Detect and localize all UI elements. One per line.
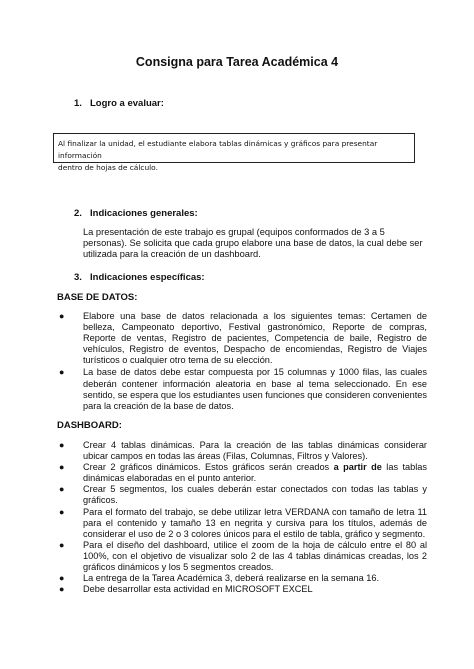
bullet-icon: ● <box>59 506 65 517</box>
section-3-heading <box>74 272 205 284</box>
list-item-text: La base de datos debe estar compuesta por 15 columnas y 1000 filas, las cuales deberán contener información aleatoria en base al tema seleccionado. En ese sentido, se espera que los estudiantes usen funciones que consideren convenientes para la creación de la base de datos. <box>83 367 427 411</box>
list-item <box>57 507 427 540</box>
logro-line-1: Al finalizar la unidad, el estudiante elabora tablas dinámicas y gráficos para presentar información <box>58 139 378 160</box>
bullet-icon: ● <box>59 311 65 321</box>
base-datos-list <box>57 311 427 412</box>
bold-text-segment: a partir de <box>333 462 382 473</box>
list-item <box>57 311 427 366</box>
list-item-text: Para el formato del trabajo, se debe utilizar letra VERDANA con tamaño de letra 11 para el contenido y tamaño 13 en negrita y cursiva para los títulos, además de considerar el uso de 2 o 3 colores únicos para el estilo de tabla, gráfico y segmento. <box>83 506 427 539</box>
list-item <box>57 540 427 573</box>
base-datos-label: BASE DE DATOS: <box>57 292 138 303</box>
bullet-icon: ● <box>59 484 65 495</box>
list-item-text <box>83 462 427 484</box>
bullet-icon: ● <box>59 573 65 584</box>
list-item <box>57 440 427 462</box>
dashboard-label: DASHBOARD: <box>57 420 122 431</box>
list-item-text: Elabore una base de datos relacionada a los siguientes temas: Certamen de belleza, Campeonato deportivo, Festival gastronómico, Reporte de compras, Reporte de ventas, Registro de pacientes, Competencia de baile, Registro de vehículos, Registro de eventos, Despacho de encomiendas, Registro de Viajes turísticos o cualquier otro tema de su elección. <box>83 311 427 366</box>
list-item <box>57 367 427 411</box>
section-number: 1. <box>74 98 82 109</box>
list-item <box>57 484 427 506</box>
dashboard-list <box>57 440 427 595</box>
page-title: Consigna para Tarea Académica 4 <box>135 55 339 69</box>
bullet-icon: ● <box>59 462 65 473</box>
bullet-icon: ● <box>59 539 65 550</box>
logro-line-2: dentro de hojas de cálculo. <box>58 163 158 172</box>
list-item <box>57 462 427 484</box>
list-item-text: Crear 5 segmentos, los cuales deberán estar conectados con todas las tablas y gráficos. <box>83 484 427 506</box>
list-item-text: Para el diseño del dashboard, utilice el zoom de la hoja de cálculo entre el 80 al 100%, con el objetivo de visualizar solo 2 de las 4 tablas dinámicas creadas, los 2 gráficos dinámicos y los 5 segmentos creados. <box>83 539 427 573</box>
section-number: 3. <box>74 272 82 283</box>
list-item-text: Debe desarrollar esta actividad en MICROSOFT EXCEL <box>83 584 313 595</box>
bullet-icon: ● <box>59 367 65 378</box>
section-title: Indicaciones generales: <box>90 208 198 219</box>
text-segment: Crear 2 gráficos dinámicos. Estos gráficos serán creados <box>83 462 334 473</box>
list-item <box>57 584 427 595</box>
generales-paragraph: La presentación de este trabajo es grupal (equipos conformados de 3 a 5 personas). Se solicita que cada grupo elabore una base de datos, la cual debe ser utilizada para la creación de un dashboard. <box>83 227 423 260</box>
text-segment: las tablas dinámicas elaboradas en el punto anterior. <box>83 462 428 484</box>
bullet-icon: ● <box>59 440 65 450</box>
list-item-text: La entrega de la Tarea Académica 3, deberá realizarse en la semana 16. <box>83 573 380 584</box>
bullet-icon: ● <box>59 584 65 595</box>
section-2-heading <box>74 208 198 220</box>
section-title: Indicaciones específicas: <box>90 272 205 283</box>
list-item-text: Crear 4 tablas dinámicas. Para la creación de las tablas dinámicas considerar ubicar campos en todas las áreas (Filas, Columnas, Filtros y Valores). <box>83 440 427 462</box>
section-1-heading <box>74 98 164 110</box>
list-item <box>57 573 427 584</box>
logro-box <box>53 133 415 172</box>
section-number: 2. <box>74 208 82 219</box>
section-title: Logro a evaluar: <box>90 98 164 109</box>
